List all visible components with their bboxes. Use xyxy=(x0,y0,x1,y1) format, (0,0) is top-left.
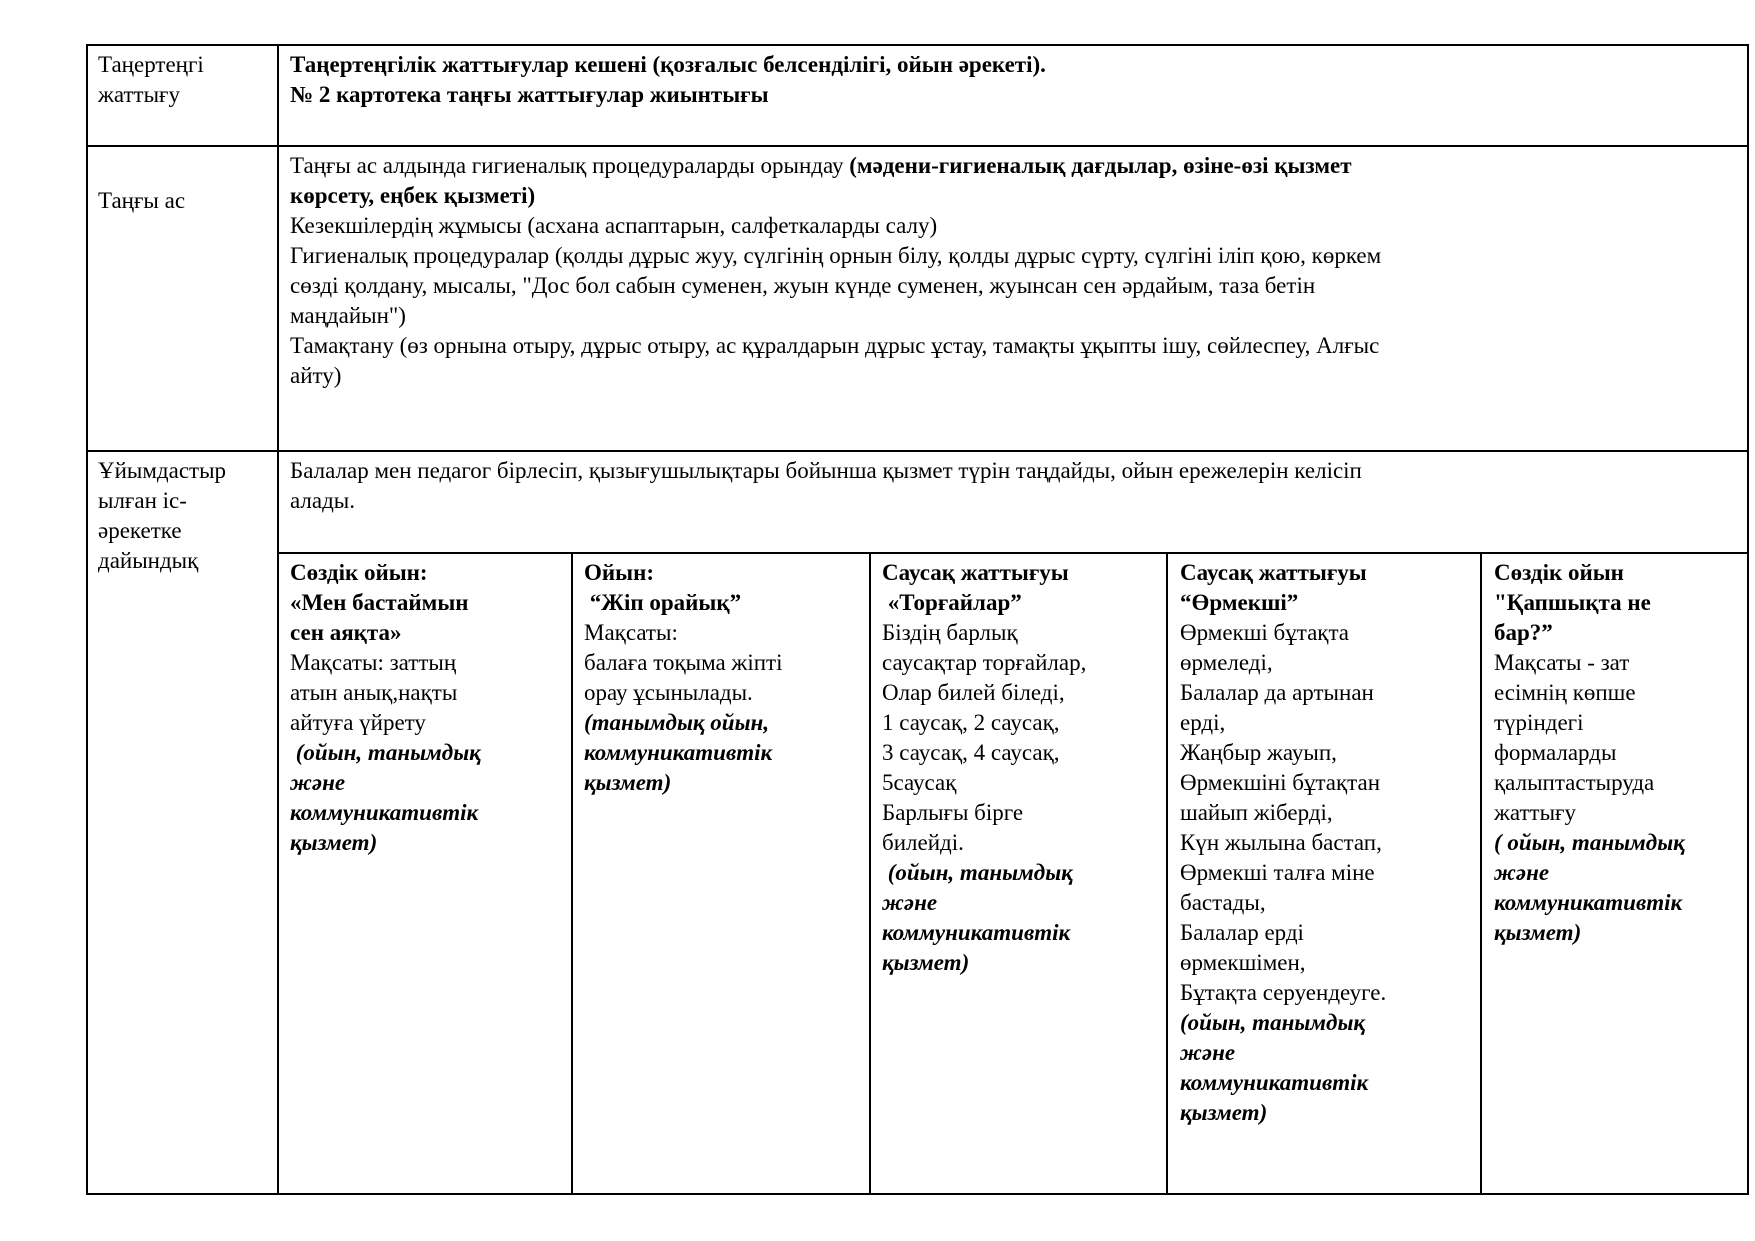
table-border-right xyxy=(1747,44,1749,1195)
morning-exercise-label: Таңертеңгі жаттығу xyxy=(98,52,204,107)
activity-column-divider-2 xyxy=(869,552,871,1195)
activity-column-divider-3 xyxy=(1166,552,1168,1195)
activity-column-divider-1 xyxy=(571,552,573,1195)
activity-column-word-game: Сөздік ойын: «Мен бастаймын сен аяқта» Мақсаты: заттың атын анық,нақты айтуға үйрету (ойын, танымдық және коммуникативтік қызмет) xyxy=(290,560,481,855)
subrow-divider xyxy=(277,552,1749,554)
morning-exercise-title: Таңертеңгілік жаттығулар кешені (қозғалыс белсенділігі, ойын әрекеті). xyxy=(290,52,1046,77)
activity-column-bag-game: Сөздік ойын "Қапшықта не бар?” Мақсаты - зат есімнің көпше түріндегі формаларды қалыптастыруда жаттығу ( ойын, танымдық және коммуникативтік қызмет) xyxy=(1494,560,1685,945)
breakfast-label: Таңғы ас xyxy=(98,188,186,213)
table-border-top xyxy=(86,44,1749,46)
activity-column-spider: Саусақ жаттығуы “Өрмекші” Өрмекші бұтақта өрмеледі, Балалар да артынан ерді, Жаңбыр жауып, Өрмекшіні бұтақтан шайып жіберді, Күн жылына бастап, Өрмекші талға міне бастады, Балалар ерді өрмекшімен, Бұтақта серуендеуге. (ойын, танымдық және коммуникативтік қызмет) xyxy=(1180,560,1387,1125)
morning-exercise-content xyxy=(290,50,1046,110)
organized-activity-intro: Балалар мен педагог бірлесіп, қызығушылықтары бойынша қызмет түрін таңдайды, ойын ережелерін келісіп алады. xyxy=(290,458,1362,513)
activity-column-sparrows: Саусақ жаттығуы «Торғайлар” Біздің барлық саусақтар торғайлар, Олар билей біледі, 1 саусақ, 2 саусақ, 3 саусақ, 4 саусақ, 5саусақ Барлығы бірге билейді. (ойын, танымдық және коммуникативтік қызмет) xyxy=(882,560,1087,975)
activity-column-divider-4 xyxy=(1480,552,1482,1195)
table-border-bottom xyxy=(86,1193,1749,1195)
organized-activity-label: Ұйымдастыр ылған іс- әрекетке дайындық xyxy=(98,458,227,573)
table-border-left xyxy=(86,44,88,1195)
row-divider-2 xyxy=(86,450,1749,452)
label-column-divider xyxy=(277,44,279,1195)
morning-exercise-cardfile: № 2 картотека таңғы жаттығулар жиынтығы xyxy=(290,82,769,107)
activity-column-thread-game: Ойын: “Жіп орайық” Мақсаты: балаға тоқыма жіпті орау ұсынылады. (танымдық ойын, коммуникативтік қызмет) xyxy=(584,560,783,795)
row-divider-1 xyxy=(86,145,1749,147)
breakfast-content: Таңғы ас алдында гигиеналық процедураларды орындау (мәдени-гигиеналық дағдылар, өзіне-өзі қызмет көрсету, еңбек қызметі) Кезекшілердің жұмысы (асхана аспаптарын, салфеткаларды салу) Гигиеналық процедуралар (қолды дұрыс жуу, сүлгінің орнын білу, қолды дұрыс сүрту, сүлгіні іліп қою, көркем сөзді қолдану, мысалы, "Дос бол сабын суменен, жуын күнде суменен, жуынсан сен әрдайым, таза бетін маңдайын") Тамақтану (өз орнына отыру, дұрыс отыру, ас құралдарын дұрыс ұстау, тамақты ұқыпты ішу, сөйлеспеу, Алғыс айту) xyxy=(290,153,1382,388)
